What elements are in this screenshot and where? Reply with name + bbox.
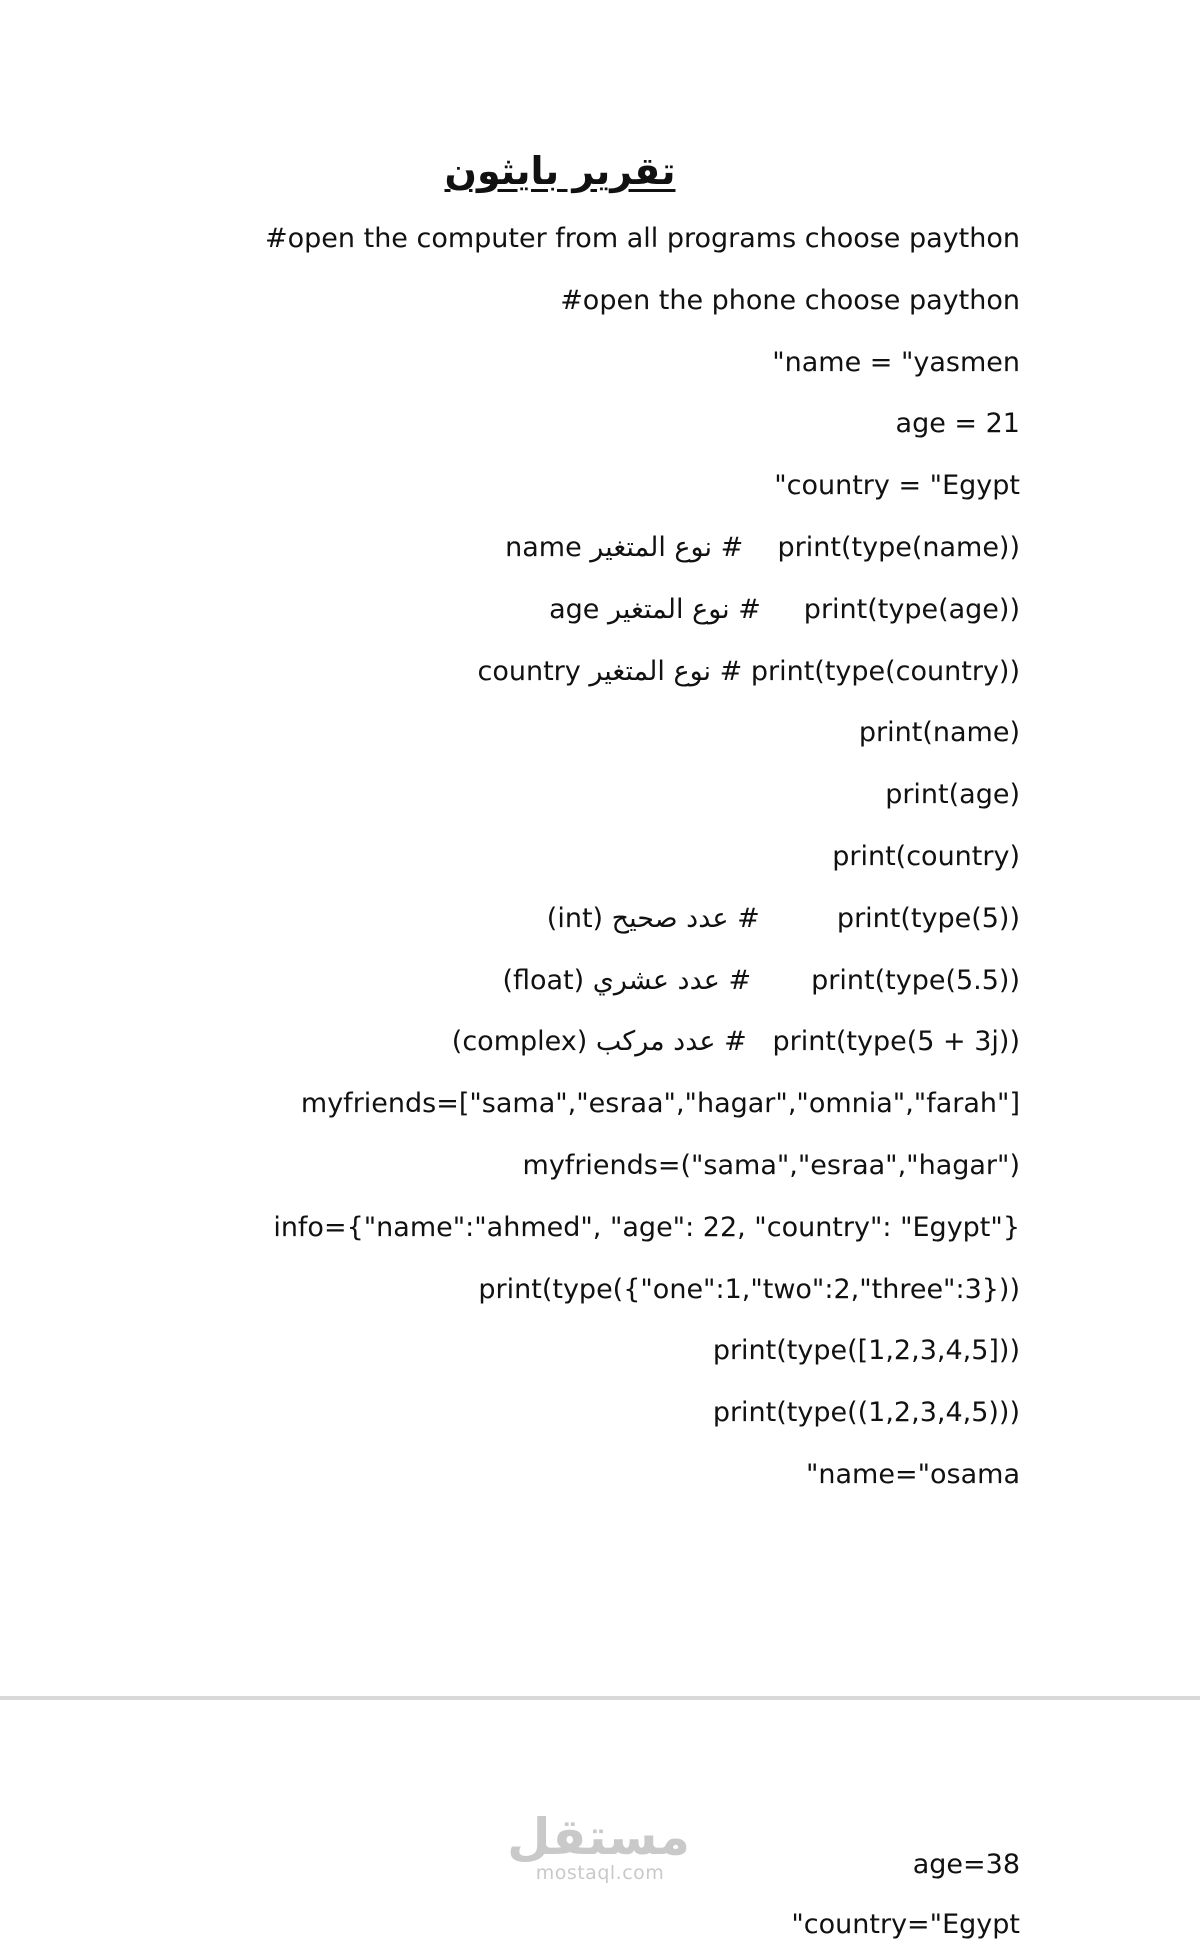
code-line: info={"name":"ahmed", "age": 22, "country": "Egypt"}: [273, 1211, 1020, 1243]
code-line: print(type([1,2,3,4,5])): [712, 1335, 1020, 1367]
code-line: name نوع المتغير # print(type(name)): [505, 531, 1020, 563]
code-line: "name = "yasmen: [772, 346, 1020, 378]
mostaql-watermark: [507, 1808, 690, 1884]
code-line: #open the computer from all programs choose paython: [265, 223, 1020, 254]
code-line: print(name): [858, 717, 1020, 749]
code-line: (complex) عدد مركب # print(type(5 + 3j)): [451, 1026, 1020, 1058]
code-line: print(country): [832, 840, 1020, 872]
code-line: age=38: [912, 1849, 1020, 1880]
code-line: age نوع المتغير # print(type(age)): [549, 593, 1020, 625]
code-line-cut-off: "country="Egypt: [791, 1909, 1020, 1940]
watermark-logo: مستقل: [507, 1808, 690, 1866]
code-line: (float) عدد عشري # print(type(5.5)): [502, 964, 1020, 996]
document-page-2: [0, 1700, 1200, 1940]
code-line: "name="osama: [805, 1458, 1020, 1490]
code-line: myfriends=("sama","esraa","hagar"): [522, 1149, 1020, 1181]
code-line: age = 21: [895, 408, 1020, 440]
code-line: "country = "Egypt: [774, 470, 1020, 502]
code-line: print(type((1,2,3,4,5))): [712, 1397, 1020, 1429]
code-line: print(type({"one":1,"two":2,"three":3})): [478, 1273, 1020, 1305]
code-line: #open the phone choose paython: [560, 284, 1020, 316]
code-line: myfriends=["sama","esraa","hagar","omnia","farah"]: [300, 1088, 1020, 1120]
document-title: تقرير بايثون: [444, 149, 676, 193]
code-lines-list: [0, 214, 1020, 1512]
code-line: (int) عدد صحيح # print(type(5)): [546, 902, 1020, 934]
code-line: print(age): [885, 779, 1020, 811]
watermark-url: mostaql.com: [535, 1862, 665, 1884]
code-line: country نوع المتغير # print(type(country)): [477, 655, 1020, 687]
